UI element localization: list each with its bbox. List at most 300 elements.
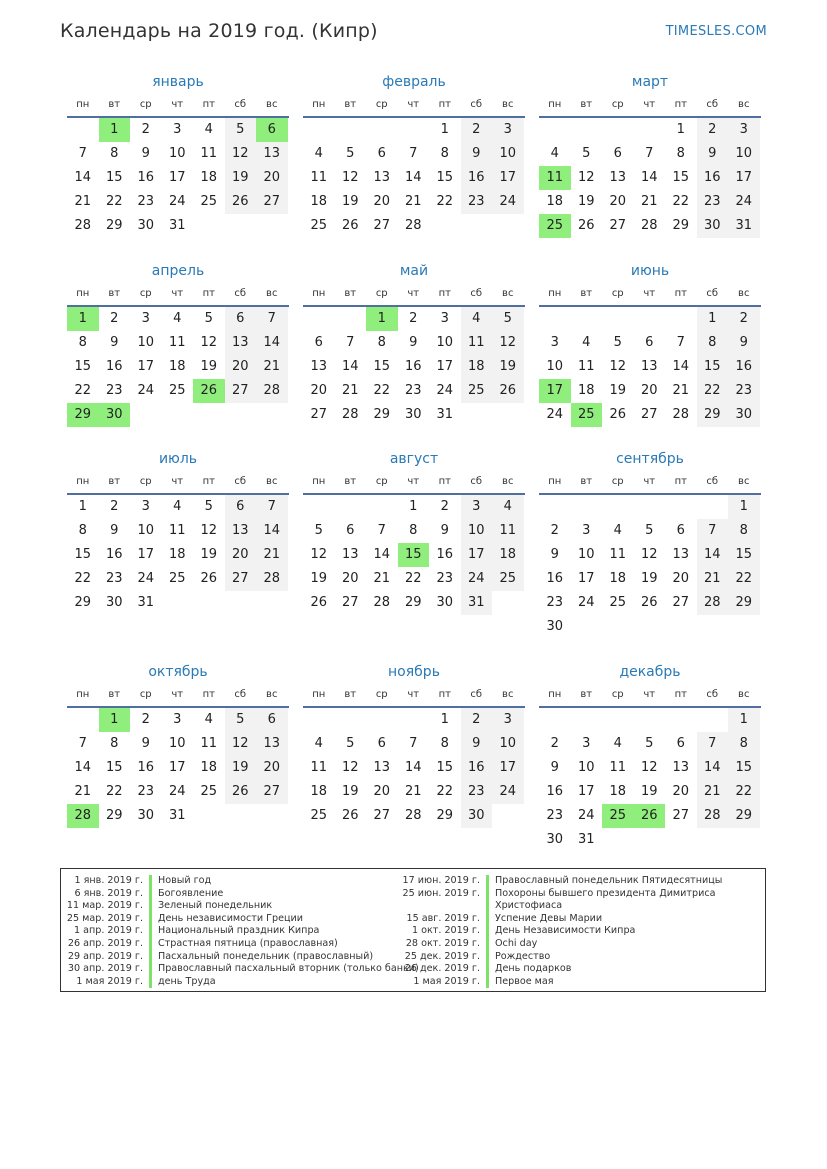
weekday-header <box>539 684 761 708</box>
weekday-header <box>67 94 289 118</box>
weekday-label: сб <box>706 288 719 299</box>
day-cell: 4 <box>550 146 559 161</box>
day-cell: 10 <box>436 335 454 350</box>
empty-cell <box>602 307 634 331</box>
weekday-header <box>303 684 525 708</box>
day-cell: 13 <box>672 547 690 562</box>
day-cell: 27 <box>256 190 288 214</box>
day-cell: 14 <box>74 760 92 775</box>
weekday-label: чт <box>643 99 656 110</box>
day-cell: 15 <box>105 170 123 185</box>
legend-date: 1 окт. 2019 г. <box>411 925 480 937</box>
empty-cell <box>303 495 335 519</box>
day-cell: 28 <box>256 567 288 591</box>
weekday-label: вт <box>344 689 357 700</box>
day-cell: 5 <box>346 736 355 751</box>
day-cell: 27 <box>672 595 690 610</box>
day-cell: 18 <box>609 784 627 799</box>
holiday-day-cell: 1 <box>99 708 131 732</box>
day-cell: 11 <box>168 523 186 538</box>
empty-cell <box>492 804 524 828</box>
weekday-label: пт <box>438 288 451 299</box>
day-cell: 25 <box>609 595 627 610</box>
day-cell: 23 <box>105 383 123 398</box>
legend-row <box>65 963 419 976</box>
empty-cell <box>162 403 194 427</box>
day-cell: 4 <box>492 495 524 519</box>
day-cell: 2 <box>461 118 493 142</box>
empty-cell <box>225 804 257 828</box>
weekday-label: чт <box>171 476 184 487</box>
legend-name: Похороны бывшего президента Димитриса <box>495 887 716 899</box>
day-cell: 1 <box>697 307 729 331</box>
day-cell: 1 <box>409 499 418 514</box>
day-cell: 17 <box>137 359 155 374</box>
day-cell: 25 <box>310 218 328 233</box>
day-cell: 27 <box>225 567 257 591</box>
day-cell: 29 <box>373 407 391 422</box>
weekday-label: вс <box>502 288 514 299</box>
day-cell: 12 <box>577 170 595 185</box>
day-cell: 3 <box>492 708 524 732</box>
weekday-label: пт <box>674 99 687 110</box>
month-name: январь <box>152 74 204 90</box>
month-3 <box>539 70 761 238</box>
day-cell: 2 <box>550 523 559 538</box>
day-cell: 11 <box>609 760 627 775</box>
month-7 <box>67 447 289 615</box>
weekday-label: вт <box>108 476 121 487</box>
day-cell: 9 <box>141 736 150 751</box>
empty-cell <box>665 307 697 331</box>
day-cell: 15 <box>74 547 92 562</box>
day-cell: 9 <box>110 335 119 350</box>
day-cell: 1 <box>728 495 760 519</box>
day-cell: 29 <box>672 218 690 233</box>
day-cell: 3 <box>582 736 591 751</box>
holiday-day-cell: 25 <box>539 214 571 238</box>
day-cell: 31 <box>137 595 155 610</box>
weekday-label: сб <box>234 476 247 487</box>
legend-row <box>65 900 419 913</box>
day-cell: 12 <box>640 760 658 775</box>
day-cell: 13 <box>640 359 658 374</box>
legend-name: день Труда <box>158 975 216 987</box>
day-cell: 27 <box>341 595 359 610</box>
weekday-header <box>303 471 525 495</box>
day-cell: 6 <box>613 146 622 161</box>
day-cell: 4 <box>204 122 213 137</box>
legend-date: 25 мар. 2019 г. <box>66 912 143 924</box>
day-cell: 10 <box>492 142 524 166</box>
weekday-label: вт <box>344 476 357 487</box>
day-cell: 18 <box>168 547 186 562</box>
weekday-label: вс <box>502 99 514 110</box>
weekday-label: вс <box>738 288 750 299</box>
day-cell: 11 <box>310 760 328 775</box>
day-cell: 23 <box>697 190 729 214</box>
day-cell: 15 <box>697 355 729 379</box>
day-cell: 7 <box>676 335 685 350</box>
day-cell: 11 <box>168 335 186 350</box>
day-cell: 3 <box>141 311 150 326</box>
day-cell: 18 <box>310 194 328 209</box>
day-cell: 19 <box>609 383 627 398</box>
day-cell: 16 <box>105 547 123 562</box>
day-cell: 24 <box>546 407 564 422</box>
day-cell: 17 <box>168 760 186 775</box>
weekday-label: ср <box>375 476 388 487</box>
day-cell: 22 <box>728 780 760 804</box>
day-cell: 13 <box>373 170 391 185</box>
weekday-label: чт <box>407 476 420 487</box>
day-cell: 28 <box>341 407 359 422</box>
day-cell: 1 <box>728 708 760 732</box>
month-name: сентябрь <box>616 451 684 467</box>
day-cell: 6 <box>377 736 386 751</box>
day-cell: 29 <box>728 591 760 615</box>
day-cell: 23 <box>404 383 422 398</box>
day-cell: 17 <box>492 756 524 780</box>
day-cell: 5 <box>314 523 323 538</box>
day-cell: 9 <box>550 547 559 562</box>
day-cell: 2 <box>409 311 418 326</box>
day-cell: 26 <box>609 407 627 422</box>
empty-cell <box>256 214 288 238</box>
weekday-header <box>539 94 761 118</box>
empty-cell <box>634 708 666 732</box>
day-cell: 22 <box>697 379 729 403</box>
day-cell: 27 <box>672 808 690 823</box>
day-cell: 19 <box>640 571 658 586</box>
day-cell: 17 <box>168 170 186 185</box>
day-cell: 28 <box>672 407 690 422</box>
day-cell: 24 <box>492 780 524 804</box>
weekday-label: пт <box>674 476 687 487</box>
day-cell: 9 <box>440 523 449 538</box>
day-cell: 20 <box>256 166 288 190</box>
day-grid <box>539 708 761 852</box>
day-cell: 4 <box>314 146 323 161</box>
day-cell: 25 <box>168 571 186 586</box>
day-cell: 13 <box>373 760 391 775</box>
legend-date: 1 мая 2019 г. <box>413 975 480 987</box>
legend-row <box>65 938 419 951</box>
month-name: июль <box>158 451 198 467</box>
day-cell: 4 <box>204 712 213 727</box>
day-cell: 15 <box>373 359 391 374</box>
day-cell: 14 <box>341 359 359 374</box>
site-link[interactable]: TIMESLES.COM <box>665 24 767 39</box>
day-grid <box>303 118 525 238</box>
empty-cell <box>539 307 571 331</box>
holiday-day-cell: 1 <box>366 307 398 331</box>
day-cell: 9 <box>461 732 493 756</box>
day-cell: 14 <box>256 331 288 355</box>
day-cell: 8 <box>78 523 87 538</box>
day-cell: 5 <box>492 307 524 331</box>
day-cell: 23 <box>728 379 760 403</box>
empty-cell <box>697 828 729 852</box>
day-cell: 21 <box>256 543 288 567</box>
empty-cell <box>461 214 493 238</box>
legend-row <box>402 900 722 913</box>
holiday-day-cell: 1 <box>99 118 131 142</box>
day-cell: 22 <box>404 571 422 586</box>
day-cell: 16 <box>546 571 564 586</box>
day-cell: 23 <box>461 780 493 804</box>
day-cell: 19 <box>341 784 359 799</box>
day-cell: 29 <box>74 595 92 610</box>
day-cell: 7 <box>377 523 386 538</box>
day-cell: 25 <box>461 379 493 403</box>
day-cell: 7 <box>409 146 418 161</box>
legend-column-right <box>402 875 722 988</box>
legend-name: Страстная пятница (православная) <box>158 937 338 949</box>
day-cell: 7 <box>409 736 418 751</box>
legend-row <box>402 888 722 901</box>
weekday-label: чт <box>171 99 184 110</box>
day-grid <box>539 118 761 238</box>
day-cell: 8 <box>697 331 729 355</box>
day-cell: 5 <box>204 499 213 514</box>
day-cell: 16 <box>436 547 454 562</box>
day-cell: 22 <box>105 194 123 209</box>
day-cell: 8 <box>440 736 449 751</box>
empty-cell <box>67 708 99 732</box>
day-cell: 8 <box>728 519 760 543</box>
day-cell: 28 <box>404 218 422 233</box>
month-1 <box>67 70 289 238</box>
day-cell: 28 <box>697 804 729 828</box>
empty-cell <box>602 708 634 732</box>
day-cell: 6 <box>256 708 288 732</box>
day-cell: 2 <box>697 118 729 142</box>
day-cell: 23 <box>137 784 155 799</box>
weekday-label: вт <box>344 288 357 299</box>
weekday-label: вт <box>580 288 593 299</box>
legend-name: Первое мая <box>495 975 554 987</box>
day-cell: 21 <box>341 383 359 398</box>
weekday-label: пн <box>76 689 90 700</box>
legend-name: Богоявление <box>158 887 224 899</box>
day-cell: 24 <box>137 571 155 586</box>
day-cell: 27 <box>373 218 391 233</box>
day-cell: 2 <box>440 499 449 514</box>
legend-name: Рождество <box>495 950 551 962</box>
day-cell: 17 <box>577 571 595 586</box>
legend-date: 26 дек. 2019 г. <box>404 963 480 975</box>
weekday-label: пт <box>438 476 451 487</box>
day-cell: 15 <box>672 170 690 185</box>
day-cell: 3 <box>141 499 150 514</box>
day-cell: 31 <box>461 591 493 615</box>
weekday-label: пн <box>312 99 326 110</box>
weekday-label: вс <box>738 689 750 700</box>
day-cell: 21 <box>373 571 391 586</box>
day-cell: 1 <box>440 122 449 137</box>
holiday-day-cell: 28 <box>67 804 99 828</box>
weekday-label: ср <box>611 99 624 110</box>
month-name: октябрь <box>148 664 208 680</box>
day-cell: 9 <box>409 335 418 350</box>
day-cell: 4 <box>613 523 622 538</box>
day-cell: 26 <box>640 595 658 610</box>
day-cell: 16 <box>461 756 493 780</box>
day-cell: 5 <box>645 523 654 538</box>
empty-cell <box>602 615 634 639</box>
day-cell: 9 <box>728 331 760 355</box>
empty-cell <box>303 708 335 732</box>
empty-cell <box>571 615 603 639</box>
weekday-label: пн <box>76 99 90 110</box>
weekday-label: вс <box>266 99 278 110</box>
holiday-day-cell: 26 <box>634 804 666 828</box>
day-grid <box>67 708 289 828</box>
day-cell: 15 <box>728 756 760 780</box>
weekday-label: сб <box>470 288 483 299</box>
day-cell: 12 <box>310 547 328 562</box>
day-cell: 21 <box>74 194 92 209</box>
day-cell: 19 <box>341 194 359 209</box>
day-cell: 5 <box>582 146 591 161</box>
day-cell: 16 <box>404 359 422 374</box>
weekday-label: сб <box>706 476 719 487</box>
day-cell: 6 <box>377 146 386 161</box>
day-cell: 22 <box>105 784 123 799</box>
day-cell: 29 <box>436 808 454 823</box>
day-cell: 14 <box>74 170 92 185</box>
month-8 <box>303 447 525 615</box>
weekday-label: пн <box>548 288 562 299</box>
day-cell: 30 <box>105 595 123 610</box>
weekday-label: сб <box>470 689 483 700</box>
day-cell: 28 <box>640 218 658 233</box>
day-cell: 28 <box>256 379 288 403</box>
month-name: апрель <box>151 263 205 279</box>
weekday-label: пт <box>674 689 687 700</box>
month-name: август <box>389 451 439 467</box>
empty-cell <box>602 495 634 519</box>
holiday-day-cell: 25 <box>602 804 634 828</box>
day-cell: 22 <box>74 571 92 586</box>
day-cell: 23 <box>461 190 493 214</box>
day-cell: 21 <box>640 194 658 209</box>
legend-row <box>402 951 722 964</box>
weekday-label: вс <box>738 99 750 110</box>
day-cell: 3 <box>173 122 182 137</box>
month-name: май <box>399 263 429 279</box>
empty-cell <box>193 214 225 238</box>
empty-cell <box>67 118 99 142</box>
weekday-label: пн <box>76 476 90 487</box>
day-cell: 27 <box>256 780 288 804</box>
day-cell: 19 <box>225 756 257 780</box>
day-cell: 6 <box>346 523 355 538</box>
day-cell: 3 <box>461 495 493 519</box>
day-cell: 16 <box>728 355 760 379</box>
day-cell: 12 <box>341 170 359 185</box>
empty-cell <box>697 708 729 732</box>
day-cell: 12 <box>200 523 218 538</box>
weekday-label: ср <box>611 689 624 700</box>
empty-cell <box>398 708 430 732</box>
empty-cell <box>571 708 603 732</box>
day-cell: 11 <box>200 146 218 161</box>
day-cell: 7 <box>697 519 729 543</box>
day-cell: 6 <box>676 736 685 751</box>
legend-date: 1 мая 2019 г. <box>76 975 143 987</box>
day-cell: 7 <box>256 495 288 519</box>
empty-cell <box>256 804 288 828</box>
day-grid <box>539 307 761 427</box>
day-cell: 28 <box>697 591 729 615</box>
day-cell: 14 <box>404 760 422 775</box>
day-cell: 3 <box>550 335 559 350</box>
weekday-label: вс <box>266 476 278 487</box>
day-cell: 30 <box>137 218 155 233</box>
weekday-label: пн <box>548 476 562 487</box>
weekday-label: вс <box>266 288 278 299</box>
day-cell: 3 <box>728 118 760 142</box>
day-cell: 21 <box>404 194 422 209</box>
day-cell: 13 <box>225 519 257 543</box>
day-cell: 27 <box>310 407 328 422</box>
day-cell: 18 <box>492 543 524 567</box>
month-name: июнь <box>630 263 670 279</box>
day-cell: 6 <box>225 307 257 331</box>
day-cell: 27 <box>373 808 391 823</box>
holiday-day-cell: 6 <box>256 118 288 142</box>
holiday-day-cell: 29 <box>67 403 99 427</box>
month-6 <box>539 259 761 427</box>
day-cell: 16 <box>461 166 493 190</box>
empty-cell <box>335 118 367 142</box>
day-cell: 17 <box>137 547 155 562</box>
day-cell: 24 <box>168 784 186 799</box>
day-cell: 4 <box>314 736 323 751</box>
day-grid <box>67 495 289 615</box>
weekday-label: пт <box>438 99 451 110</box>
weekday-label: чт <box>171 288 184 299</box>
day-cell: 16 <box>546 784 564 799</box>
empty-cell <box>571 307 603 331</box>
legend-name: Зеленый понедельник <box>158 900 273 912</box>
day-cell: 24 <box>137 383 155 398</box>
day-cell: 20 <box>341 571 359 586</box>
holiday-day-cell: 25 <box>571 403 603 427</box>
day-grid <box>303 495 525 615</box>
day-cell: 12 <box>492 331 524 355</box>
day-cell: 15 <box>105 760 123 775</box>
day-cell: 30 <box>546 619 564 634</box>
day-cell: 2 <box>141 712 150 727</box>
day-cell: 10 <box>577 760 595 775</box>
month-2 <box>303 70 525 238</box>
day-cell: 20 <box>609 194 627 209</box>
day-cell: 14 <box>697 756 729 780</box>
day-cell: 9 <box>550 760 559 775</box>
day-cell: 5 <box>204 311 213 326</box>
legend-date: 29 апр. 2019 г. <box>67 950 143 962</box>
weekday-label: вс <box>738 476 750 487</box>
day-cell: 22 <box>74 383 92 398</box>
empty-cell <box>665 615 697 639</box>
day-cell: 11 <box>461 331 493 355</box>
legend-name: Ochi day <box>495 937 538 949</box>
day-cell: 10 <box>492 732 524 756</box>
day-cell: 26 <box>225 780 257 804</box>
